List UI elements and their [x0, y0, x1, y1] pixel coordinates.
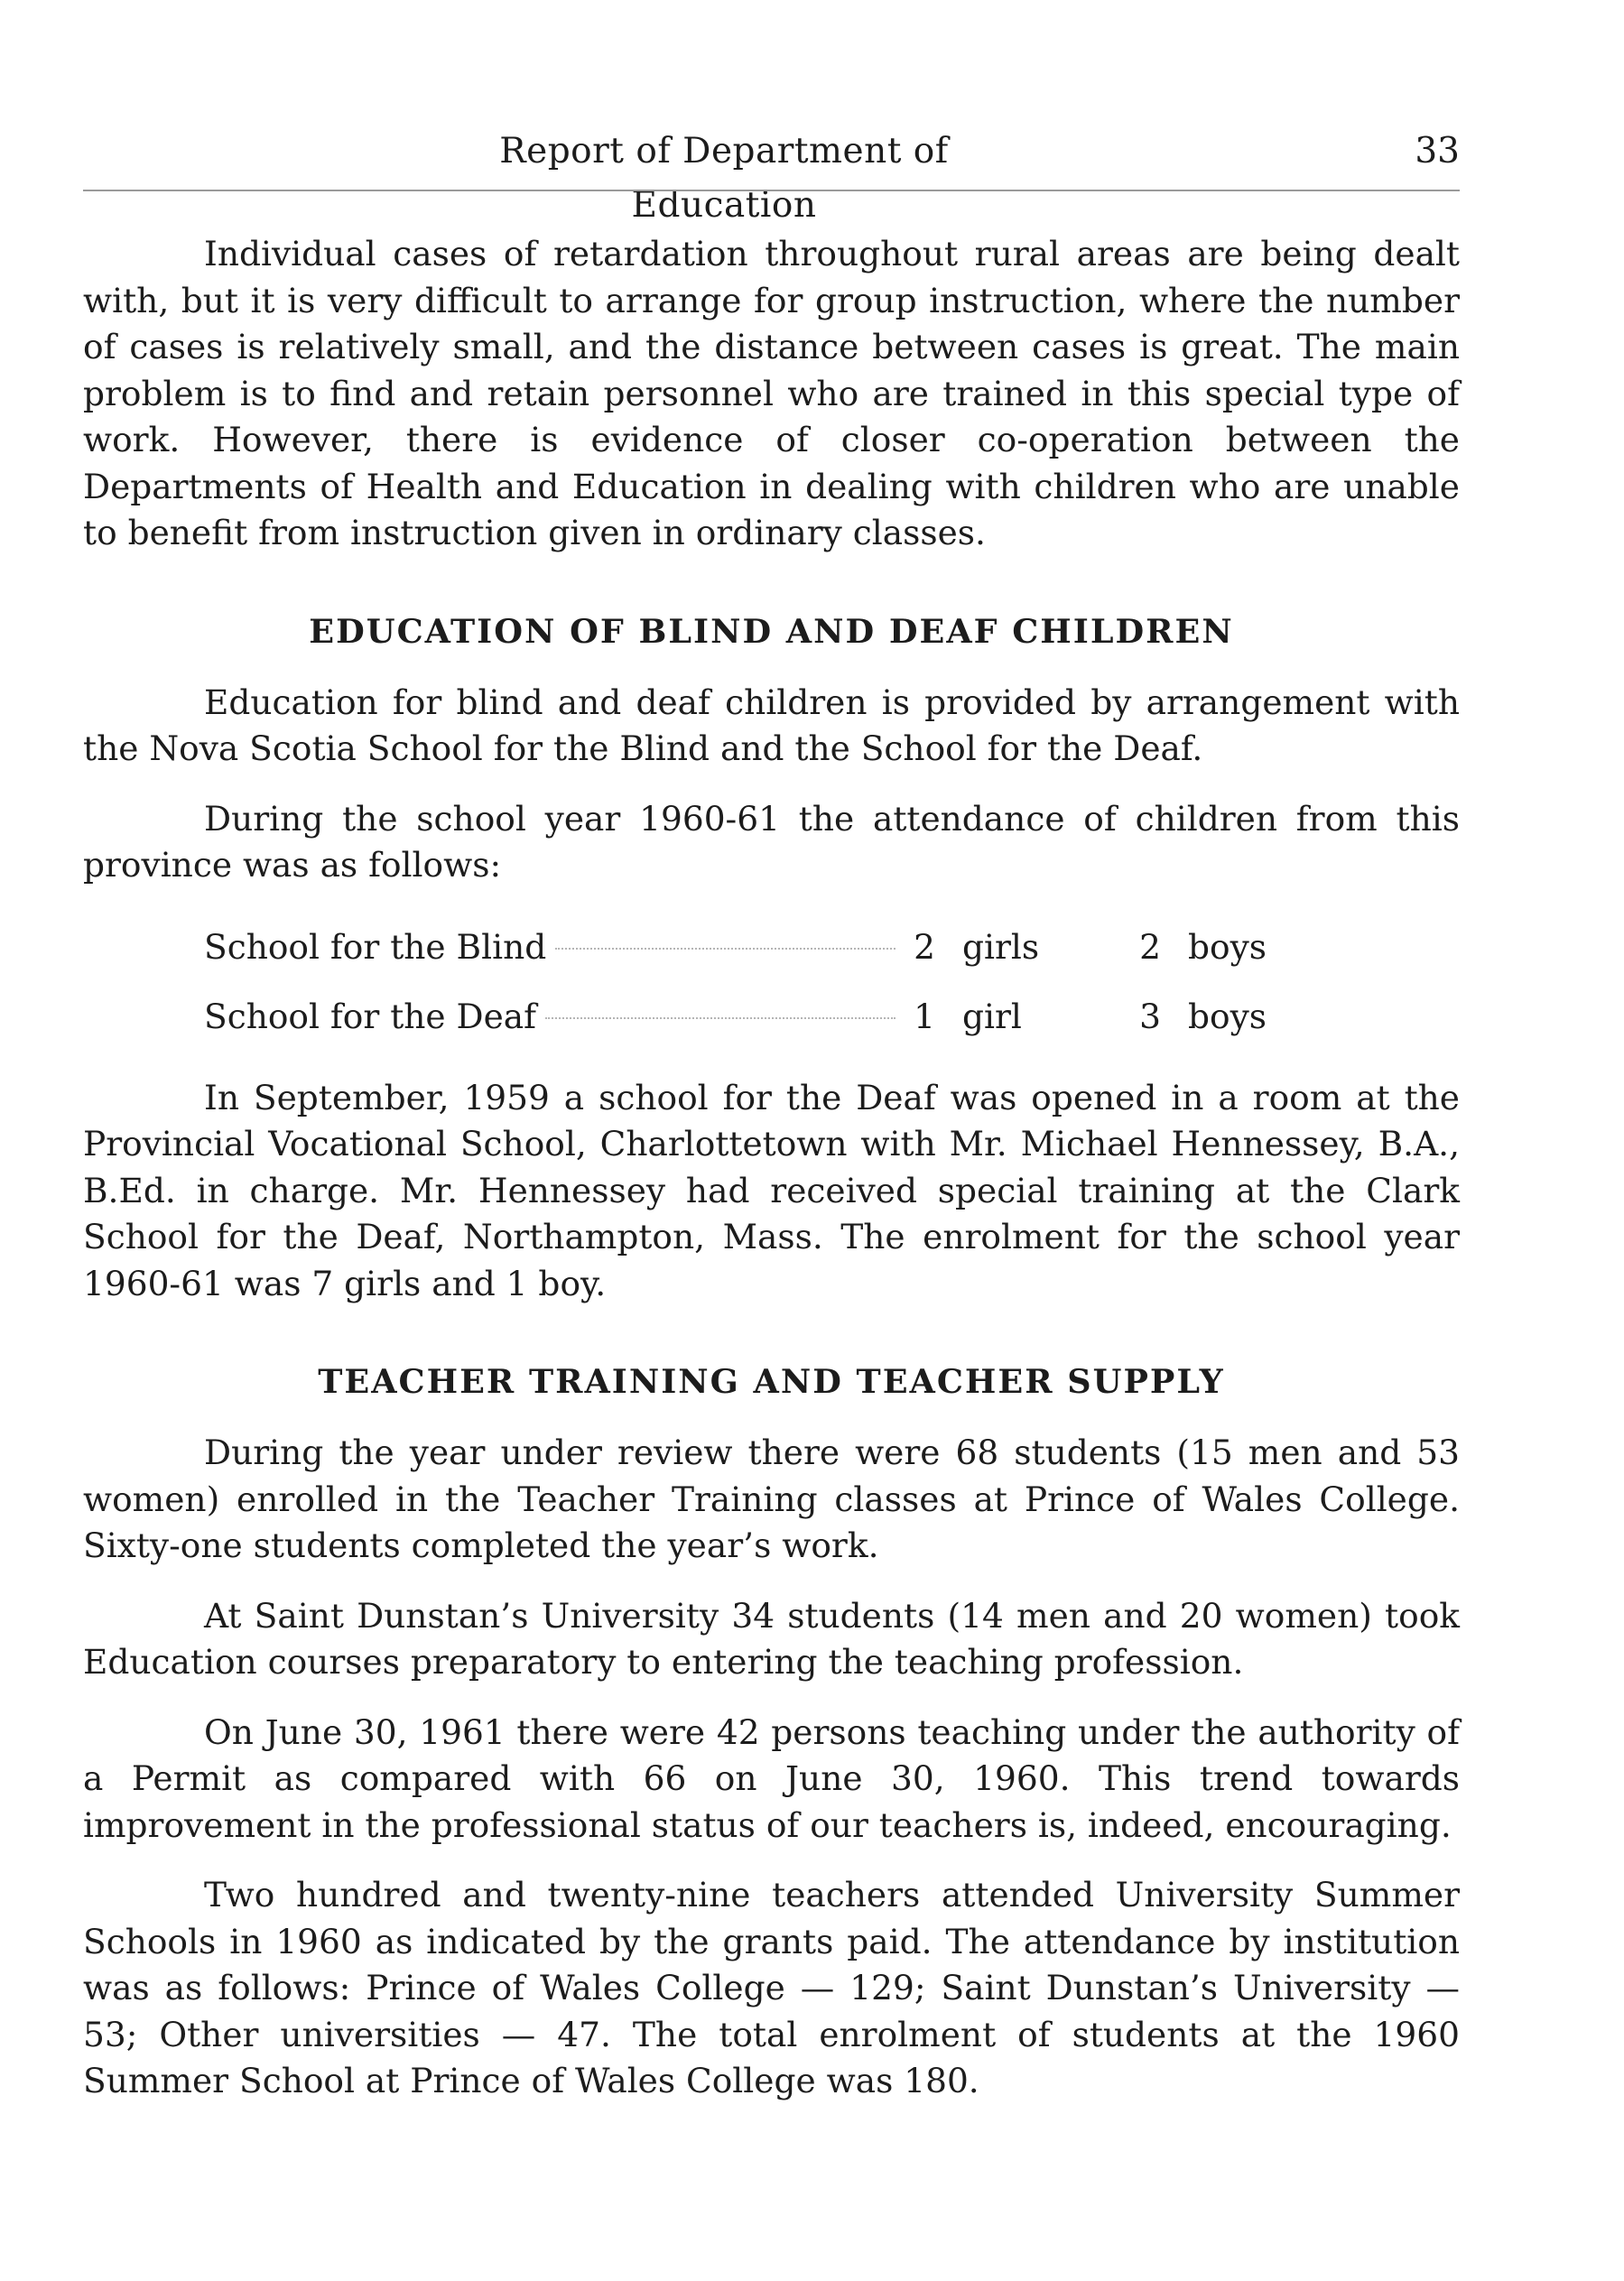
paragraph-deaf-school-opened: In September, 1959 a school for the Deaf was opened in a room at the Provincial Vocational School, Charlottetown with Mr. Michael Hennessey, B.A., B.Ed. in charge. Mr. Hennessey had received special training at the Clark School for the Deaf, Northampton, Mass. The enrolment for the school year 1960-61 was 7 girls and 1 boy.	[83, 1077, 1460, 1303]
attendance-boys-label: boys	[1188, 926, 1267, 967]
section-heading-blind-deaf: EDUCATION OF BLIND AND DEAF CHILDREN	[309, 611, 1234, 651]
paragraph-teacher-training-students: During the year under review there were 68 students (15 men and 53 women) enrolled in the Teacher Training classes at Prince of Wales College. Sixty-one students completed the year’s work.	[83, 1433, 1460, 1565]
attendance-row-blind	[204, 913, 1460, 982]
paragraph-attendance-intro: During the school year 1960-61 the attendance of children from this province was as follows:	[83, 798, 1460, 885]
paragraph-summer-schools: Two hundred and twenty-nine teachers attended University Summer Schools in 1960 as indicated by the grants paid. The attendance by institution was as follows: Prince of Wales College — 129; Saint Dunstan’s University — 53; Other universities — 47. The total enrolment of students at the 1960 Summer School at Prince of Wales College was 180.	[83, 1875, 1460, 2100]
attendance-boys-label: boys	[1188, 996, 1267, 1036]
attendance-boys-count: 3	[1139, 996, 1161, 1036]
body-text	[83, 231, 1460, 2105]
attendance-row-deaf	[204, 982, 1460, 1052]
attendance-school-cell	[204, 982, 908, 1052]
attendance-girls-label: girls	[962, 926, 1040, 967]
dot-leader	[545, 1017, 896, 1019]
document-page	[83, 0, 1460, 2281]
attendance-table	[83, 913, 1460, 1052]
paragraph-retardation: Individual cases of retardation throughout rural areas are being dealt with, but it is very difficult to arrange for group instruction, where the number of cases is relatively small, and the distance between cases is great. The main problem is to find and retain personnel who are trained in this special type of work. However, there is evidence of closer co-operation between the Departments of Health and Education in dealing with children who are unable to benefit from instruction given in ordinary classes.	[83, 234, 1460, 552]
attendance-girls-count: 2	[914, 926, 935, 967]
section-heading-teacher-training: TEACHER TRAINING AND TEACHER SUPPLY	[318, 1362, 1225, 1401]
header-rule	[83, 190, 1460, 191]
running-head	[83, 125, 1460, 226]
running-title: Report of Department of Education	[499, 131, 949, 226]
paragraph-blind-deaf-arrangement: Education for blind and deaf children is provided by arrangement with the Nova Scotia School for the Blind and the School for the Deaf.	[83, 682, 1460, 768]
page-number: 33	[1415, 131, 1460, 172]
attendance-school-name: School for the Blind	[204, 926, 547, 967]
attendance-school-cell	[204, 913, 908, 982]
paragraph-saint-dunstans: At Saint Dunstan’s University 34 students (14 men and 20 women) took Education courses preparatory to entering the teaching profession.	[83, 1595, 1460, 1682]
attendance-boys-count: 2	[1139, 926, 1161, 967]
attendance-girls-label: girl	[962, 996, 1022, 1036]
paragraph-permit-teachers: On June 30, 1961 there were 42 persons teaching under the authority of a Permit as compared with 66 on June 30, 1960. This trend towards improvement in the professional status of our teachers is, indeed, encouraging.	[83, 1711, 1460, 1845]
attendance-school-name: School for the Deaf	[204, 996, 537, 1036]
dot-leader	[555, 948, 896, 950]
attendance-girls-count: 1	[914, 996, 935, 1036]
